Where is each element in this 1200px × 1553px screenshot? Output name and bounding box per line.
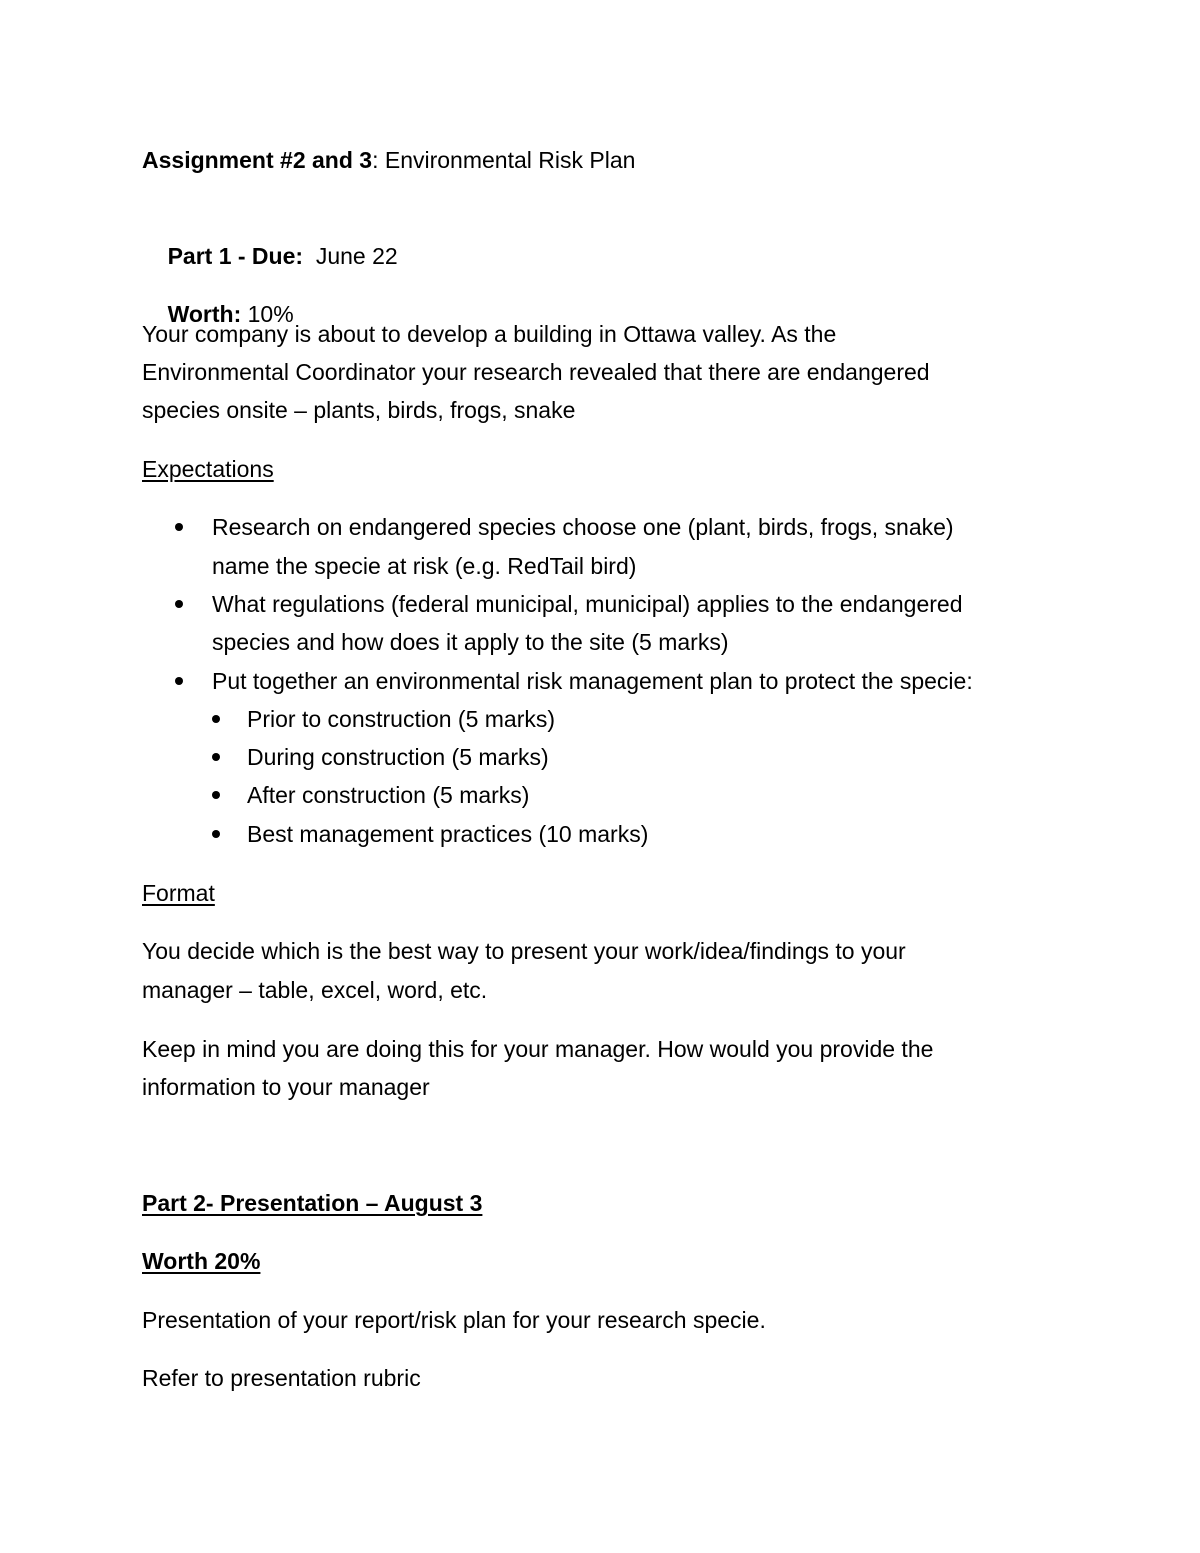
format-para1-line-2: manager – table, excel, word, etc. [142, 977, 488, 1003]
expectation-item-2-line-1: What regulations (federal municipal, municipal) applies to the endangered [212, 591, 963, 617]
part2-worth: Worth 20% [142, 1248, 261, 1274]
expectation-item-1-line-2: name the specie at risk (e.g. RedTail bird) [212, 553, 637, 579]
sub-bullet-icon [212, 791, 220, 799]
sub-item-after: After construction (5 marks) [247, 782, 530, 808]
intro-line-1: Your company is about to develop a building in Ottawa valley. As the [142, 321, 837, 347]
assignment-title-rest: : Environmental Risk Plan [372, 147, 636, 173]
sub-item-during: During construction (5 marks) [247, 744, 549, 770]
part2-rubric-note: Refer to presentation rubric [142, 1365, 421, 1391]
worth-label: Worth: [167, 301, 242, 327]
bullet-icon [175, 600, 183, 608]
part1-due-date: June 22 [303, 243, 398, 269]
sub-bullet-icon [212, 715, 220, 723]
part2-description: Presentation of your report/risk plan for your research specie. [142, 1307, 766, 1333]
expectation-item-1-line-1: Research on endangered species choose one (plant, birds, frogs, snake) [212, 514, 954, 540]
bullet-icon [175, 677, 183, 685]
format-heading: Format [142, 880, 215, 906]
bullet-icon [175, 523, 183, 531]
part2-heading: Part 2- Presentation – August 3 [142, 1190, 483, 1216]
part1-label: Part 1 - Due: [167, 243, 304, 269]
assignment-title-bold: Assignment #2 and 3 [142, 147, 373, 173]
expectation-item-2-line-2: species and how does it apply to the site (5 marks) [212, 629, 729, 655]
intro-line-3: species onsite – plants, birds, frogs, snake [142, 397, 576, 423]
worth-value: 10% [241, 301, 294, 327]
intro-line-2: Environmental Coordinator your research revealed that there are endangered [142, 359, 930, 385]
sub-bullet-icon [212, 753, 220, 761]
sub-item-best-practices: Best management practices (10 marks) [247, 821, 649, 847]
expectations-heading: Expectations [142, 456, 274, 482]
expectation-item-3-line-1: Put together an environmental risk management plan to protect the specie: [212, 668, 973, 694]
format-para1-line-1: You decide which is the best way to present your work/idea/findings to your [142, 938, 906, 964]
format-para2-line-2: information to your manager [142, 1074, 430, 1100]
format-para2-line-1: Keep in mind you are doing this for your manager. How would you provide the [142, 1036, 934, 1062]
sub-item-prior: Prior to construction (5 marks) [247, 706, 556, 732]
assignment-title [142, 141, 635, 179]
sub-bullet-icon [212, 830, 220, 838]
